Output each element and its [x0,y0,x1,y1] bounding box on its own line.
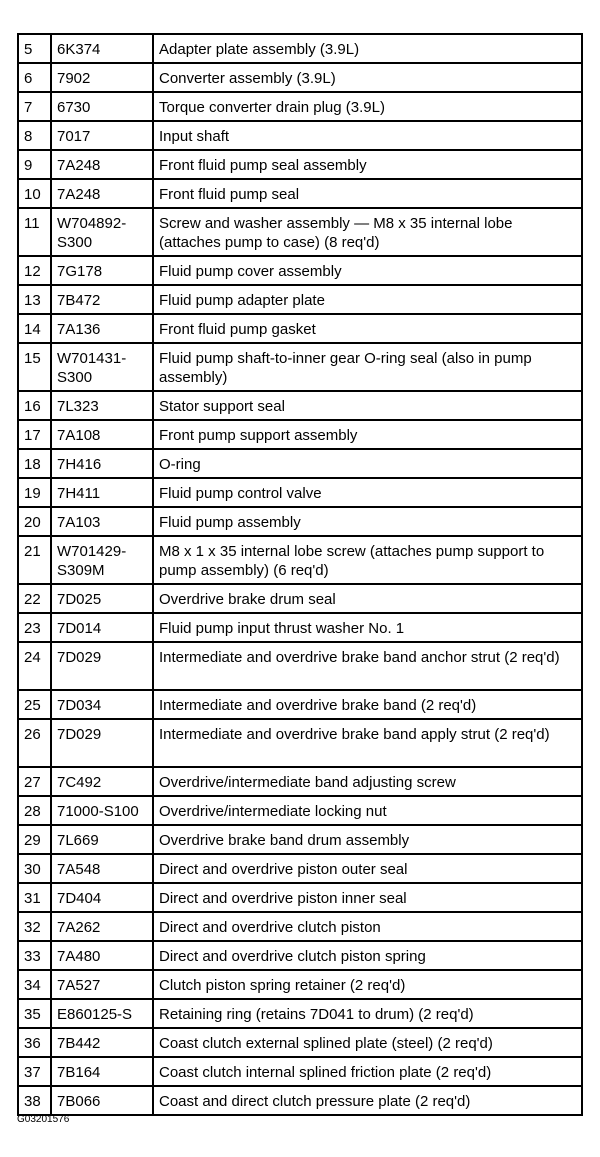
description-cell: Direct and overdrive piston inner seal [153,883,582,912]
part-number-cell: 7D029 [51,642,153,690]
table-row [18,613,582,642]
description-cell: Front pump support assembly [153,420,582,449]
description-cell: Fluid pump control valve [153,478,582,507]
item-number-cell: 19 [18,478,51,507]
item-number-cell: 29 [18,825,51,854]
table-row [18,63,582,92]
part-number-cell: 7G178 [51,256,153,285]
item-number-cell: 35 [18,999,51,1028]
item-number-cell: 9 [18,150,51,179]
table-row [18,208,582,256]
item-number-cell: 7 [18,92,51,121]
description-cell: Direct and overdrive clutch piston [153,912,582,941]
table-row [18,767,582,796]
part-number-cell: 7B164 [51,1057,153,1086]
part-number-cell: W701431-S300 [51,343,153,391]
item-number-cell: 37 [18,1057,51,1086]
table-row [18,285,582,314]
item-number-cell: 14 [18,314,51,343]
description-cell: Clutch piston spring retainer (2 req'd) [153,970,582,999]
item-number-cell: 32 [18,912,51,941]
part-number-cell: 7017 [51,121,153,150]
table-row [18,34,582,63]
part-number-cell: 71000-S100 [51,796,153,825]
part-number-cell: 7L669 [51,825,153,854]
description-cell: Intermediate and overdrive brake band anchor strut (2 req'd) [153,642,582,690]
item-number-cell: 27 [18,767,51,796]
part-number-cell: 7D029 [51,719,153,767]
table-row [18,536,582,584]
item-number-cell: 23 [18,613,51,642]
description-cell: Fluid pump input thrust washer No. 1 [153,613,582,642]
part-number-cell: 7D025 [51,584,153,613]
table-row [18,912,582,941]
table-row [18,690,582,719]
part-number-cell: 7A262 [51,912,153,941]
description-cell: Retaining ring (retains 7D041 to drum) (2 req'd) [153,999,582,1028]
description-cell: Intermediate and overdrive brake band apply strut (2 req'd) [153,719,582,767]
part-number-cell: 7D034 [51,690,153,719]
table-row [18,150,582,179]
description-cell: Coast and direct clutch pressure plate (2 req'd) [153,1086,582,1115]
table-row [18,825,582,854]
item-number-cell: 15 [18,343,51,391]
description-cell: Overdrive/intermediate locking nut [153,796,582,825]
table-row [18,343,582,391]
description-cell: Intermediate and overdrive brake band (2 req'd) [153,690,582,719]
table-row [18,999,582,1028]
part-number-cell: 7A548 [51,854,153,883]
description-cell: Direct and overdrive piston outer seal [153,854,582,883]
item-number-cell: 31 [18,883,51,912]
item-number-cell: 16 [18,391,51,420]
part-number-cell: 7902 [51,63,153,92]
description-cell: Front fluid pump gasket [153,314,582,343]
table-row [18,1028,582,1057]
table-row [18,92,582,121]
item-number-cell: 8 [18,121,51,150]
item-number-cell: 22 [18,584,51,613]
description-cell: Overdrive/intermediate band adjusting screw [153,767,582,796]
part-number-cell: 7C492 [51,767,153,796]
item-number-cell: 25 [18,690,51,719]
part-number-cell: 7A108 [51,420,153,449]
item-number-cell: 12 [18,256,51,285]
part-number-cell: 7A103 [51,507,153,536]
description-cell: M8 x 1 x 35 internal lobe screw (attaches pump support to pump assembly) (6 req'd) [153,536,582,584]
description-cell: Front fluid pump seal assembly [153,150,582,179]
description-cell: O-ring [153,449,582,478]
part-number-cell: W701429-S309M [51,536,153,584]
parts-table-body [18,34,582,1115]
item-number-cell: 18 [18,449,51,478]
part-number-cell: 7A527 [51,970,153,999]
table-row [18,179,582,208]
part-number-cell: 6730 [51,92,153,121]
item-number-cell: 5 [18,34,51,63]
item-number-cell: 38 [18,1086,51,1115]
part-number-cell: 7A136 [51,314,153,343]
description-cell: Coast clutch internal splined friction plate (2 req'd) [153,1057,582,1086]
item-number-cell: 17 [18,420,51,449]
item-number-cell: 33 [18,941,51,970]
table-row [18,642,582,690]
description-cell: Overdrive brake drum seal [153,584,582,613]
description-cell: Adapter plate assembly (3.9L) [153,34,582,63]
description-cell: Torque converter drain plug (3.9L) [153,92,582,121]
description-cell: Converter assembly (3.9L) [153,63,582,92]
description-cell: Screw and washer assembly — M8 x 35 internal lobe (attaches pump to case) (8 req'd) [153,208,582,256]
table-row [18,970,582,999]
item-number-cell: 26 [18,719,51,767]
item-number-cell: 21 [18,536,51,584]
item-number-cell: 11 [18,208,51,256]
table-row [18,1057,582,1086]
item-number-cell: 36 [18,1028,51,1057]
part-number-cell: 7D404 [51,883,153,912]
part-number-cell: 7B066 [51,1086,153,1115]
item-number-cell: 24 [18,642,51,690]
table-row [18,941,582,970]
description-cell: Overdrive brake band drum assembly [153,825,582,854]
table-row [18,1086,582,1115]
item-number-cell: 6 [18,63,51,92]
description-cell: Direct and overdrive clutch piston spring [153,941,582,970]
part-number-cell: 7B472 [51,285,153,314]
part-number-cell: W704892-S300 [51,208,153,256]
table-row [18,854,582,883]
description-cell: Fluid pump shaft-to-inner gear O-ring seal (also in pump assembly) [153,343,582,391]
table-row [18,584,582,613]
description-cell: Fluid pump cover assembly [153,256,582,285]
table-row [18,478,582,507]
table-row [18,796,582,825]
part-number-cell: 7B442 [51,1028,153,1057]
table-row [18,719,582,767]
table-row [18,420,582,449]
part-number-cell: 7H411 [51,478,153,507]
table-row [18,449,582,478]
item-number-cell: 20 [18,507,51,536]
part-number-cell: 7A248 [51,179,153,208]
description-cell: Stator support seal [153,391,582,420]
table-row [18,314,582,343]
part-number-cell: 6K374 [51,34,153,63]
description-cell: Front fluid pump seal [153,179,582,208]
part-number-cell: 7D014 [51,613,153,642]
part-number-cell: 7A480 [51,941,153,970]
table-row [18,121,582,150]
description-cell: Input shaft [153,121,582,150]
figure-id: G03201576 [17,1114,70,1125]
table-row [18,883,582,912]
item-number-cell: 10 [18,179,51,208]
table-row [18,256,582,285]
part-number-cell: 7L323 [51,391,153,420]
parts-table [17,33,583,1116]
description-cell: Coast clutch external splined plate (steel) (2 req'd) [153,1028,582,1057]
part-number-cell: 7A248 [51,150,153,179]
part-number-cell: E860125-S [51,999,153,1028]
description-cell: Fluid pump assembly [153,507,582,536]
part-number-cell: 7H416 [51,449,153,478]
item-number-cell: 34 [18,970,51,999]
item-number-cell: 13 [18,285,51,314]
item-number-cell: 28 [18,796,51,825]
description-cell: Fluid pump adapter plate [153,285,582,314]
item-number-cell: 30 [18,854,51,883]
table-row [18,507,582,536]
table-row [18,391,582,420]
